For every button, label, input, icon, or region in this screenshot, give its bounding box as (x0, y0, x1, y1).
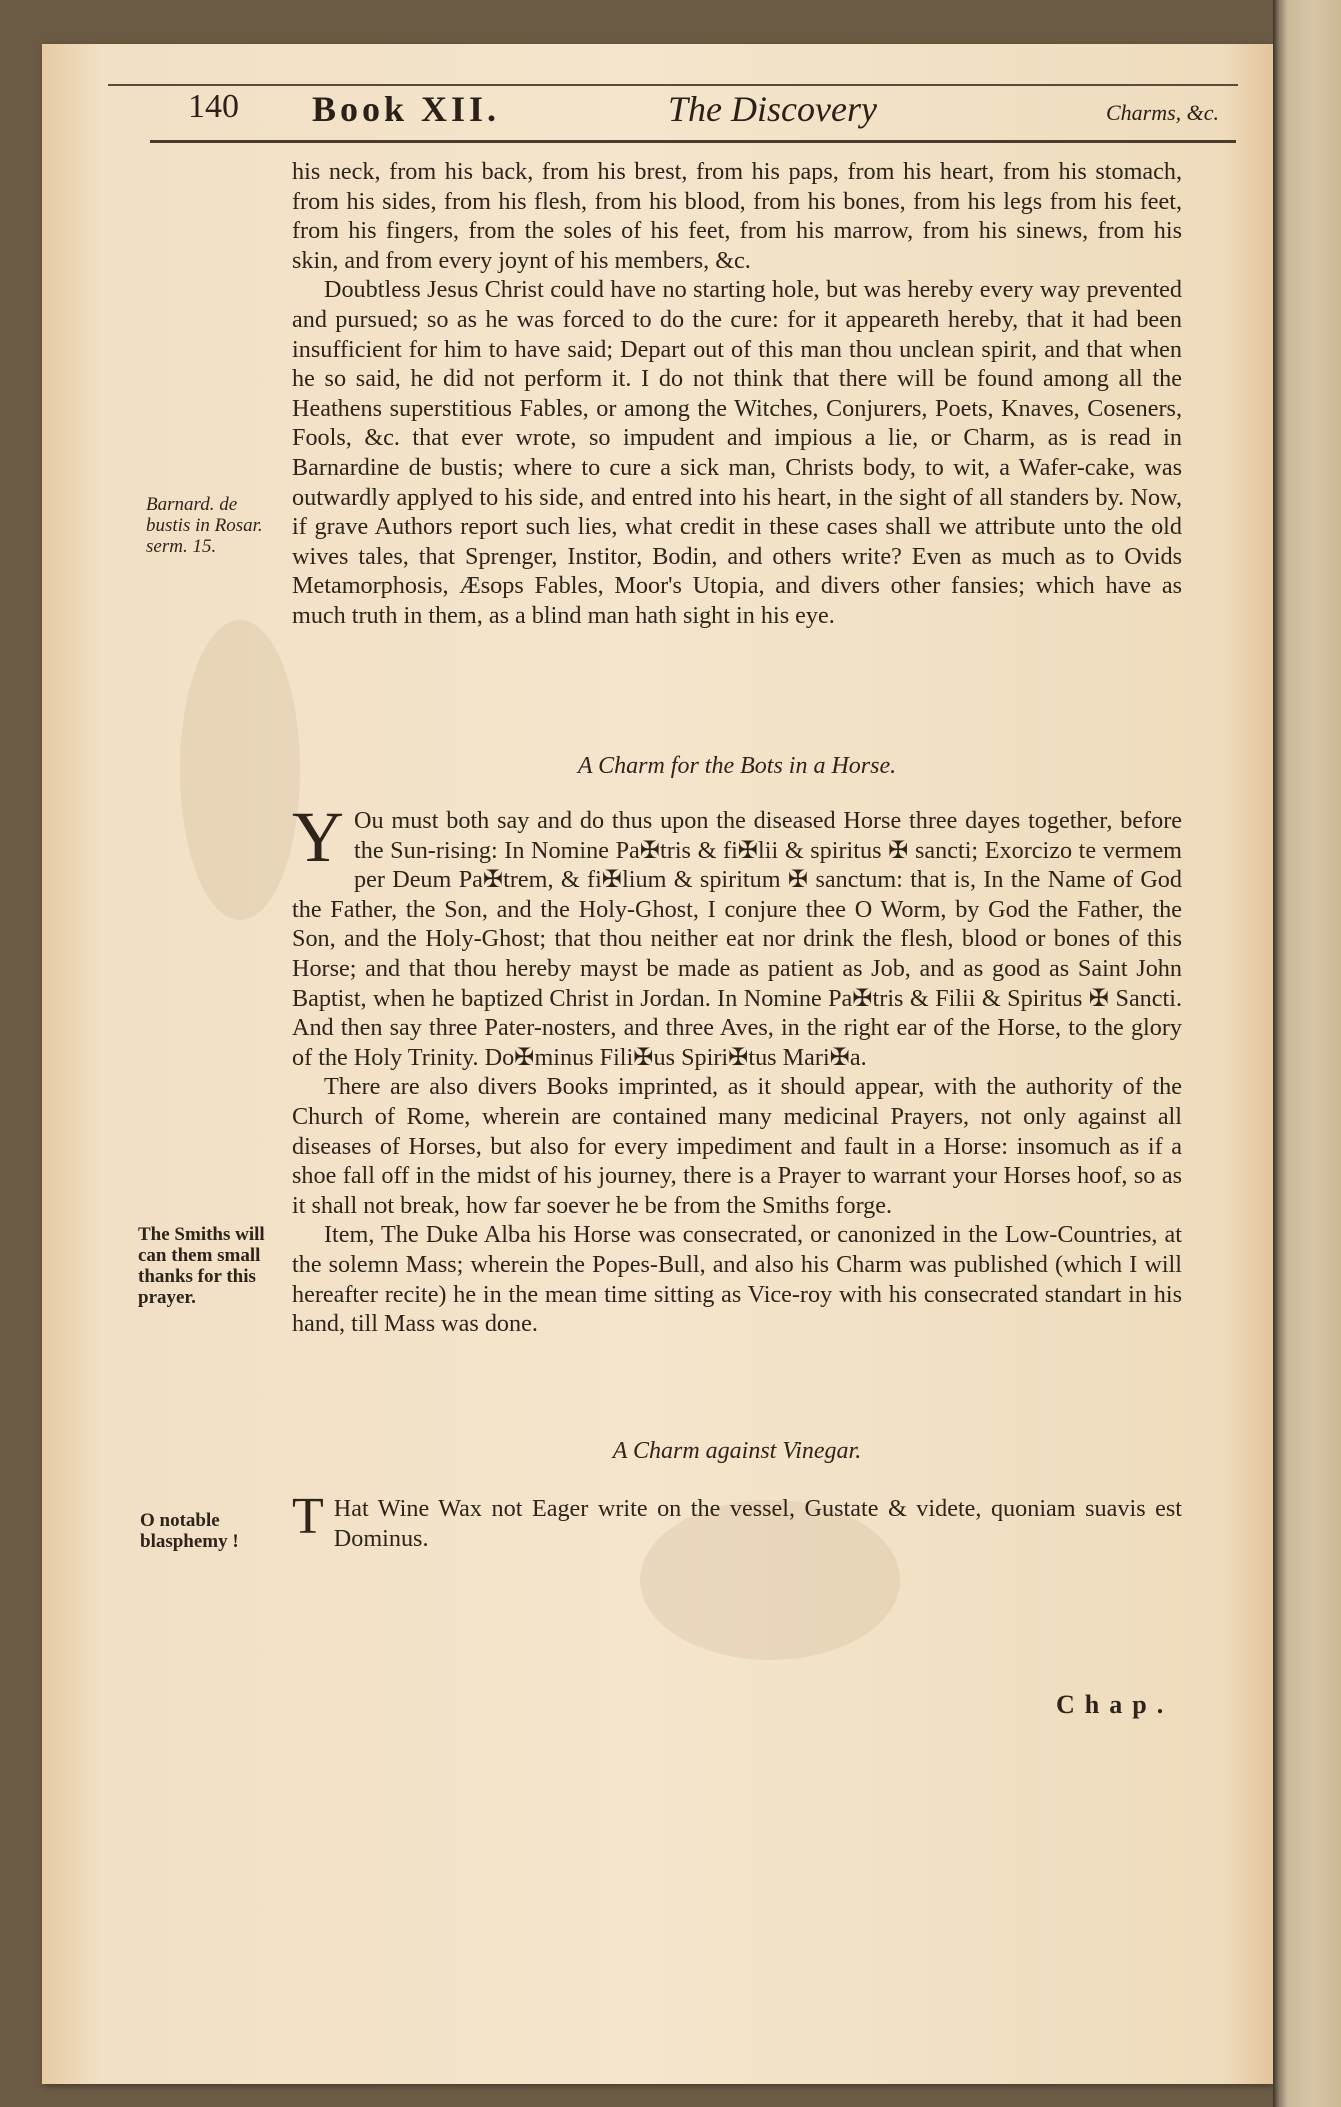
header-rule-top (108, 84, 1238, 86)
catchword: Chap. (1056, 1690, 1174, 1719)
paragraph-vinegar (292, 1488, 1182, 1553)
paragraph-alba: Item, The Duke Alba his Horse was consecrated, or canonized in the Low-Countries, at the solemn Mass; wherein the Popes-Bull, and also his Charm was published (which I will hereafter recite) he in the mean time sitting as Vice-roy with his consecrated standart in his hand, till Mass was done. (292, 1221, 1182, 1338)
drop-capital: Y (292, 797, 344, 877)
text-block-1 (292, 157, 1182, 631)
paragraph-doubtless: Doubtless Jesus Christ could have no starting hole, but was hereby every way prevented and pursued; so as he was forced to do the cure: for it appeareth hereby, that it had been insufficient for him to have said; Depart out of this man thou unclean spirit, and that when he so said, he did not perform it. I do not think that there will be found among all the Heathens superstitious Fables, or among the Witches, Conjurers, Poets, Knaves, Coseners, Fools, &c. that ever wrote, so impudent and impious a lie, or Charm, as is read in Barnardine de bustis; where to cure a sick man, Christs body, to wit, a Wafer-cake, was outwardly applyed to his side, and entred into his heart, in the sight of all standers by. Now, if grave Authors report such lies, what credit in these cases shall we attribute unto the old wives tales, that Sprenger, Institor, Bodin, and others write? Even as much as to Ovids Metamorphosis, Æsops Fables, Moor's Utopia, and divers other fansies; which have as much truth in them, as a blind man hath sight in his eye. (292, 276, 1182, 629)
next-page-edge (1273, 0, 1341, 2107)
margin-note-blasphemy: O notable blasphemy ! (140, 1510, 239, 1552)
paragraph-vinegar-text: Hat Wine Wax not Eager write on the vessel, Gustate & videte, quoniam suavis est Dominus. (333, 1495, 1182, 1552)
running-title: The Discovery (668, 89, 877, 129)
paragraph-charm-bots-text: Ou must both say and do thus upon the diseased Horse three dayes together, before the Sun-rising: In Nomine Pa✠tris & fi✠lii & spiritus ✠ sancti; Exorcizo te vermem per Deum Pa✠trem, & fi✠lium & spiritum ✠ sanctum: that is, In the Name of God the Father, the Son, and the Holy-Ghost, I conjure thee O Worm, by God the Father, the Son, and the Holy-Ghost; that thou neither eat nor drink the flesh, blood or bones of this Horse; and that thou hereby mayst be made as patient as Job, and as good as Saint John Baptist, when he baptized Christ in Jordan. In Nomine Pa✠tris & Filii & Spiritus ✠ Sancti. And then say three Pater-nosters, and three Aves, in the right ear of the Horse, to the glory of the Holy Trinity. Do✠minus Fili✠us Spiri✠tus Mari✠a. (292, 807, 1182, 1071)
text-block-2 (292, 797, 1182, 1339)
paper-stain (180, 620, 300, 920)
section-label: Charms, &c. (1106, 100, 1220, 125)
page-number: 140 (188, 88, 239, 125)
paragraph-continuation: his neck, from his back, from his brest, from his paps, from his heart, from his stomach, from his sides, from his flesh, from his blood, from his bones, from his legs from his feet, from his fingers, from the soles of his feet, from his marrow, from his sinews, from his skin, and from every joynt of his members, &c. (292, 158, 1182, 274)
paragraph-books: There are also divers Books imprinted, as it should appear, with the authority of the Church of Rome, wherein are contained many medicinal Prayers, not only against all diseases of Horses, but also for every impediment and fault in a Horse: insomuch as if a shoe fall off in the midst of his journey, there is a Prayer to warrant your Horses hoof, so as it shall not break, how far soever he be from the Smiths forge. (292, 1073, 1182, 1219)
margin-note-smiths: The Smiths will can them small thanks for this prayer. (138, 1224, 265, 1308)
header-rule-bottom (150, 140, 1236, 143)
book-label: Book XII. (312, 89, 501, 129)
text-block-3 (292, 1488, 1182, 1553)
section-title-vinegar: A Charm against Vinegar. (612, 1438, 862, 1464)
margin-note-barnard: Barnard. de bustis in Rosar. serm. 15. (146, 494, 263, 557)
paragraph-charm-bots (292, 797, 1182, 1072)
drop-capital: T (292, 1488, 324, 1545)
section-title-bots: A Charm for the Bots in a Horse. (577, 753, 897, 779)
